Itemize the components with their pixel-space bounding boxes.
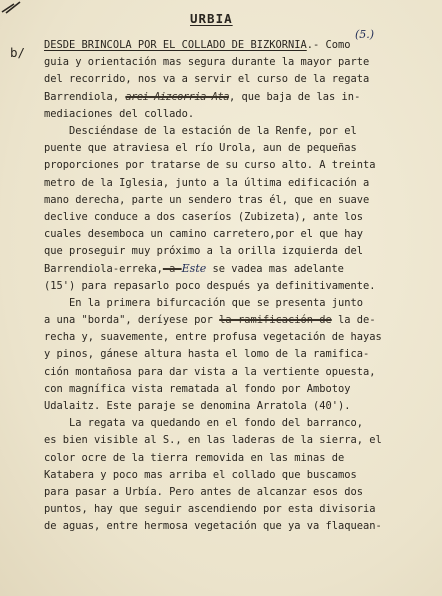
text-line: para pasar a Urbía. Pero antes de alcanzar esos dos	[44, 485, 364, 498]
page-title: URBIA	[190, 11, 233, 26]
text-line: (15') para repasarlo poco después ya definitivamente.	[44, 279, 376, 292]
text-line: mano derecha, parte un sendero tras él, que en suave	[44, 193, 370, 206]
struck-text: a	[162, 263, 182, 276]
text-line: Barrendiola, arei Aizcorria Ata, que baja de las in-	[44, 90, 361, 103]
text-line: metro de la Iglesia, junto a la última edificación a	[44, 176, 370, 189]
struck-text: arei Aizcorria Ata	[125, 90, 229, 103]
text-line: DESDE BRINCOLA POR EL COLLADO DE BIZKORNIA.- Como	[44, 39, 351, 51]
text-line: y pinos, gánese altura hasta el lomo de la ramifica-	[44, 348, 370, 361]
text-line: Desciéndase de la estación de la Renfe, por el	[44, 124, 357, 137]
text-line: cuales desemboca un camino carretero,por el que hay	[44, 228, 364, 241]
text-line: puente que atraviesa el río Urola, aun de pequeñas	[44, 142, 357, 155]
text-line: a una "borda", deríyese por la ramificación de la de-	[44, 314, 376, 326]
handwritten-correction: Este	[181, 262, 207, 276]
text-line: Katabera y poco mas arriba el collado que buscamos	[44, 468, 357, 481]
text-line: color ocre de la tierra removida en las minas de	[44, 451, 345, 464]
struck-text: la ramificación de	[219, 314, 332, 326]
text-line: del recorrido, nos va a servir el curso de la regata	[44, 73, 370, 86]
text-line: declive conduce a dos caseríos (Zubizeta), ante los	[44, 210, 364, 223]
body-text	[44, 37, 432, 535]
text-line: con magnífica vista rematada al fondo por Ambotoy	[44, 382, 351, 395]
handwritten-note: (5.)	[355, 28, 375, 41]
text-line: La regata va quedando en el fondo del barranco,	[44, 417, 364, 430]
text-line: En la primera bifurcación que se presenta junto	[44, 296, 364, 309]
text-line: Udalaitz. Este paraje se denomina Arratola (40').	[44, 399, 351, 412]
text-line: proporciones por tratarse de su curso alto. A treinta	[44, 159, 376, 172]
pen-mark-icon	[0, 0, 40, 14]
text-line: guia y orientación mas segura durante la mayor parte	[44, 56, 370, 69]
text-line: recha y, suavemente, entre profusa vegetación de hayas	[44, 331, 382, 344]
text-line: mediaciones del collado.	[44, 107, 195, 120]
text-line: es bien visible al S., en las laderas de la sierra, el	[44, 434, 382, 447]
text-line: de aguas, entre hermosa vegetación que ya va flaquean-	[44, 520, 382, 533]
route-heading: DESDE BRINCOLA POR EL COLLADO DE BIZKORNIA	[44, 39, 307, 51]
margin-label: b/	[10, 45, 26, 60]
text-line: puntos, hay que seguir ascendiendo por esta divisoria	[44, 503, 376, 516]
text-line: que proseguir muy próximo a la orilla izquierda del	[44, 245, 364, 258]
text-line: Barrendiola-erreka, a Este se vadea mas adelante	[44, 262, 344, 276]
text-line: ción montañosa para dar vista a la vertiente opuesta,	[44, 365, 376, 378]
